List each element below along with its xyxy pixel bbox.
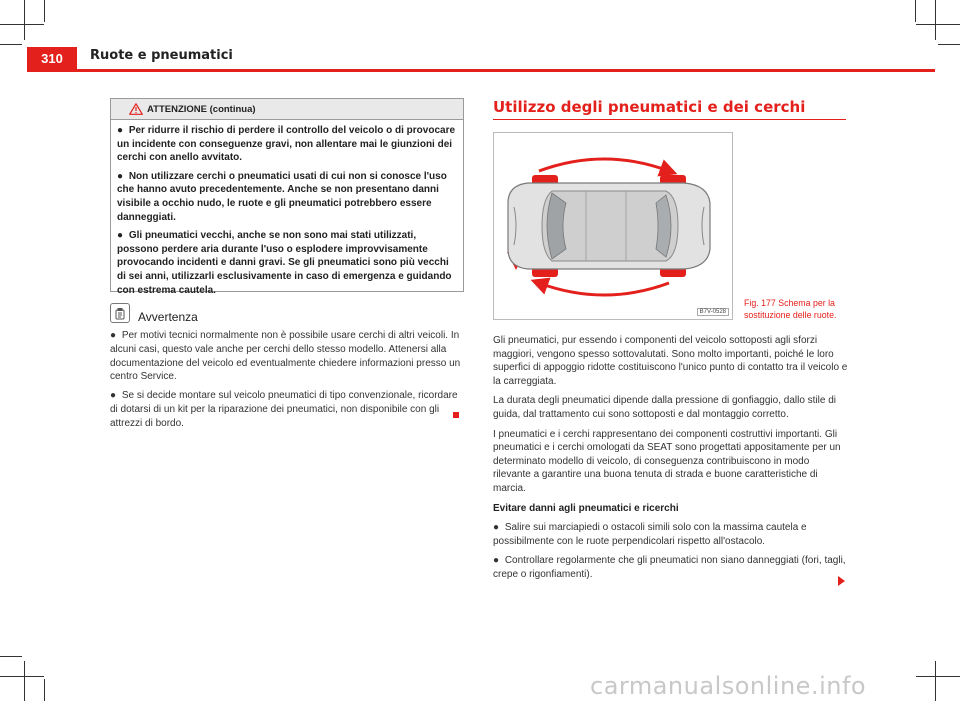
bullet-item: ● Salire sui marciapiedi o ostacoli simili solo con la massima cautela e possibilmente con le ruote perpendicolari rispetto all'ostacolo. [493,522,807,547]
crop-mark [915,0,916,22]
crop-mark [0,676,44,677]
warning-item: ● Non utilizzare cerchi o pneumatici usati di cui non si conosce l'uso che hanno avuto precedentemente. Anche se non presentano danni visibile a occhio nudo, le ruote e gli pneumatici potrebbero essere danneggiati. [117,170,447,223]
note-item: ● Per motivi tecnici normalmente non è possibile usare cerchi di altri veicoli. In alcuni casi, questo vale anche per cerchi dello stesso modello. Attenersi alla documentazione del veicolo ed eventualmente chiedere informazioni presso un centro Service. [110,330,461,383]
section-end-marker [453,412,459,418]
crop-mark [0,656,22,657]
paragraph: Gli pneumatici, pur essendo i componenti del veicolo sottoposti agli sforzi maggiori, vengono spesso sottovalutati. Sono molto importanti, poiché le loro superfici di appoggio ridotte costituiscono l'unico punto di contatto tra il veicolo e la carreggiata. [493,335,848,387]
car-top-view-illustration [494,133,732,319]
paragraph: I pneumatici e i cerchi rappresentano dei componenti costruttivi importanti. Gli pneumatici e i cerchi omologati da SEAT sono progettati appositamente per un determinato modello di veicolo, di conseguenza contribuiscono in modo rilevante a garantire una buona tenuta di strada e buone caratteristiche di marcia. [493,428,841,494]
note-title: Avvertenza [138,310,198,324]
crop-mark [44,679,45,701]
continue-arrow-icon [838,576,845,586]
crop-mark [938,44,960,45]
note-icon [110,303,130,323]
chapter-title: Ruote e pneumatici [90,48,233,63]
crop-mark [44,0,45,22]
note-body [110,329,464,436]
header-rule [27,69,935,72]
warning-box [110,98,464,296]
crop-mark [935,0,936,40]
section-body [493,334,849,588]
watermark: carmanualsonline.info [590,672,867,700]
warning-heading-text: ATTENZIONE (continua) [147,103,256,115]
crop-mark [0,24,44,25]
note-heading [110,302,198,324]
crop-mark [0,44,22,45]
warning-item: ● Per ridurre il rischio di perdere il controllo del veicolo o di provocare un incidente con conseguenze gravi, non allentare mai le giunzioni dei cerchi con anello avvitato. [117,125,456,164]
crop-mark [24,0,25,40]
subheading: Evitare danni agli pneumatici e ricerchi [493,502,679,514]
crop-mark [935,661,936,701]
note-item: ● Se si decide montare sul veicolo pneumatici di tipo convenzionale, ricordare di dotarsi di un kit per la riparazione dei pneumatici, non disponibile con gli attrezzi di bordo. [110,390,458,429]
warning-body [111,120,463,297]
crop-mark [24,661,25,701]
warning-triangle-icon [129,103,143,115]
crop-mark [916,24,960,25]
figure-caption: Fig. 177 Schema per la sostituzione delle ruote. [744,298,837,320]
figure-code: B7V-0528 [697,308,729,316]
warning-heading [111,99,463,120]
paragraph: La durata degli pneumatici dipende dalla pressione di gonfiaggio, dallo stile di guida, dal trattamento cui sono sottoposti e dal montaggio corretto. [493,395,837,420]
warning-item: ● Gli pneumatici vecchi, anche se non sono mai stati utilizzati, possono perdere aria durante l'uso o esplodere improvvisamente provocando incidenti e danni gravi. Se gli pneumatici sono più vecchi di sei anni, utilizzarli esclusivamente in caso di emergenza e guidando con estrema cautela. [117,230,452,296]
page-number: 310 [27,47,77,69]
crop-mark [916,676,960,677]
section-rule [493,119,846,120]
section-title: Utilizzo degli pneumatici e dei cerchi [493,98,806,116]
figure-wheel-rotation [493,132,733,320]
bullet-item: ● Controllare regolarmente che gli pneumatici non siano danneggiati (fori, tagli, crepe o rigonfiamenti). [493,555,846,580]
